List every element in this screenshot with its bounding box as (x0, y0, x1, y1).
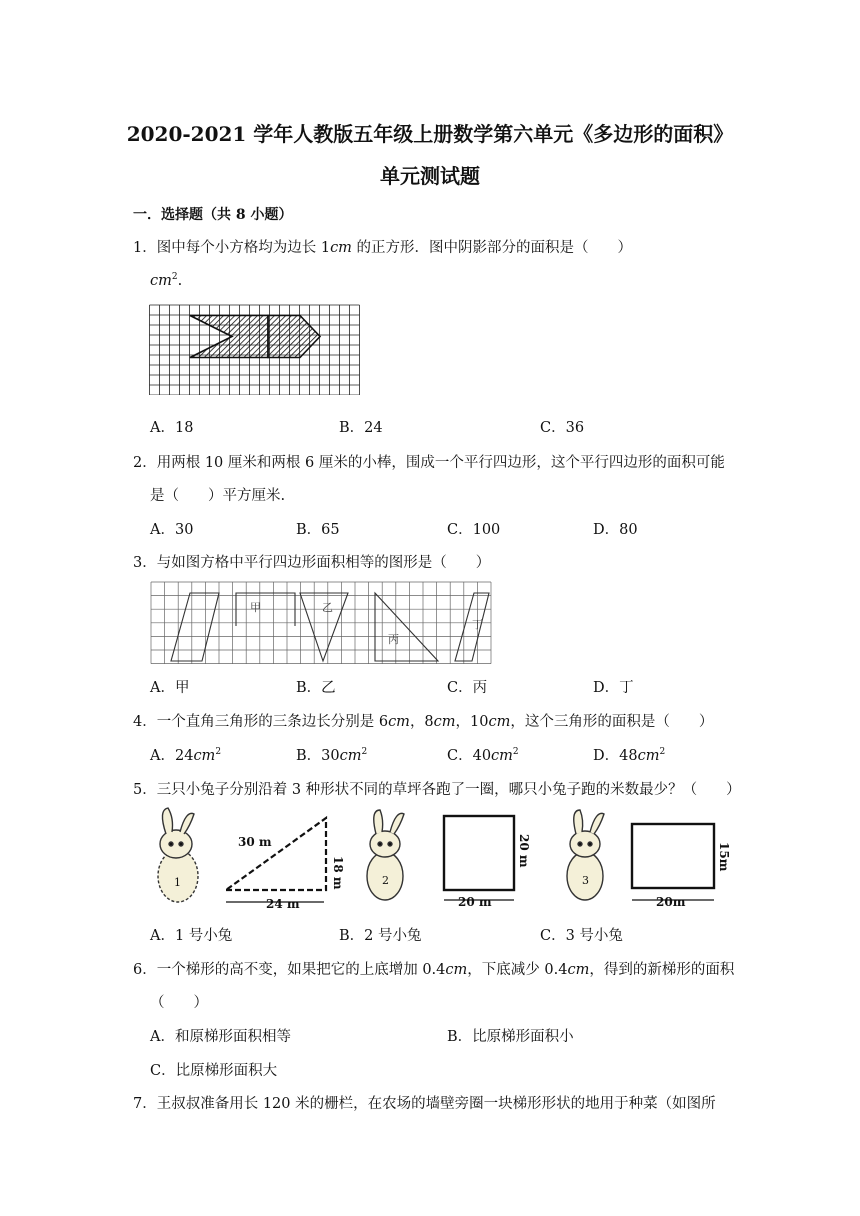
q6-option-a[interactable]: A．和原梯形面积相等 (150, 1029, 291, 1045)
q3-text: 3．与如图方格中平行四边形面积相等的图形是（ ） (133, 555, 491, 571)
rabbit-3-icon (567, 810, 604, 900)
rabbit-1-number: 1 (174, 876, 181, 889)
q2-option-b[interactable]: B．65 (296, 522, 340, 538)
q4-option-c[interactable]: C．$40cm^2$ (447, 747, 519, 764)
q3-option-c[interactable]: C．丙 (447, 680, 488, 696)
q4-option-b[interactable]: B．$30cm^2$ (296, 747, 368, 764)
tri-hyp-label: 30 m (238, 835, 272, 849)
q6-text: 6．一个梯形的高不变，如果把它的上底增加 0.4cm，下底减少 0.4cm，得到的新梯形的面积 (133, 962, 735, 978)
q3-option-a[interactable]: A．甲 (150, 680, 190, 696)
title-line1: 2020-2021 学年人教版五年级上册数学第六单元《多边形的面积》 (126, 122, 734, 146)
square-lawn (444, 816, 514, 890)
rect-side-label: 15m (717, 842, 731, 872)
q4-option-d[interactable]: D．$48cm^2$ (593, 747, 666, 764)
q2-text-line2: 是（ ）平方厘米. (150, 488, 286, 504)
q1-option-c[interactable]: C．36 (540, 420, 585, 436)
q6-text-line2: （ ） (150, 995, 208, 1011)
q3-label-bing: 丙 (388, 633, 399, 646)
rabbit-3-number: 3 (582, 874, 589, 887)
rabbit-2-number: 2 (382, 874, 389, 887)
title-line2: 单元测试题 (380, 164, 480, 188)
rabbit-2-icon (367, 810, 404, 900)
q3-grid-figure (150, 581, 502, 664)
q2-text-line1: 2．用两根 10 厘米和两根 6 厘米的小棒，围成一个平行四边形，这个平行四边形的面积可能 (133, 455, 725, 471)
q1-option-a[interactable]: A．18 (150, 420, 194, 436)
q6-option-c[interactable]: C．比原梯形面积大 (150, 1063, 278, 1079)
rect-base-label: 20m (656, 895, 686, 909)
tri-side-label: 18 m (331, 856, 345, 890)
q3-label-ding: 丁 (472, 618, 483, 631)
q5-option-c[interactable]: C．3 号小兔 (540, 928, 623, 944)
square-side-label: 20 m (517, 834, 531, 868)
section-heading: 一．选择题（共 8 小题） (133, 207, 293, 223)
q3-label-yi: 乙 (322, 601, 333, 614)
q6-option-b[interactable]: B．比原梯形面积小 (447, 1029, 574, 1045)
q4-option-a[interactable]: A．$24cm^2$ (150, 747, 222, 764)
q3-option-b[interactable]: B．乙 (296, 680, 336, 696)
tri-base-label: 24 m (266, 897, 300, 911)
q2-option-a[interactable]: A．30 (150, 522, 194, 538)
q5-text: 5．三只小兔子分别沿着 3 种形状不同的草坪各跑了一圈，哪只小兔子跑的米数最少？（ ） (133, 782, 741, 798)
q4-text: 4．一个直角三角形的三条边长分别是 6cm，8cm，10cm，这个三角形的面积是（ ） (133, 714, 714, 730)
q5-figure (148, 804, 733, 916)
q1-text: 1．图中每个小方格均为边长 1cm 的正方形．图中阴影部分的面积是（ ） (133, 240, 633, 256)
rabbit-1-icon (158, 808, 198, 902)
q1-grid-figure (148, 300, 363, 395)
q7-text: 7．王叔叔准备用长 120 米的栅栏，在农场的墙壁旁圈一块梯形形状的地用于种菜（如图所 (133, 1096, 716, 1112)
q5-option-b[interactable]: B．2 号小兔 (339, 928, 422, 944)
q5-option-a[interactable]: A．1 号小兔 (150, 928, 233, 944)
triangle-lawn (226, 818, 326, 890)
square-base-label: 20 m (458, 895, 492, 909)
q2-option-d[interactable]: D．80 (593, 522, 638, 538)
q1-option-b[interactable]: B．24 (339, 420, 383, 436)
q2-option-c[interactable]: C．100 (447, 522, 501, 538)
rectangle-lawn (632, 824, 714, 888)
q3-option-d[interactable]: D．丁 (593, 680, 634, 696)
q3-label-jia: 甲 (250, 601, 261, 614)
q1-unit: $cm^2$. (150, 272, 183, 289)
